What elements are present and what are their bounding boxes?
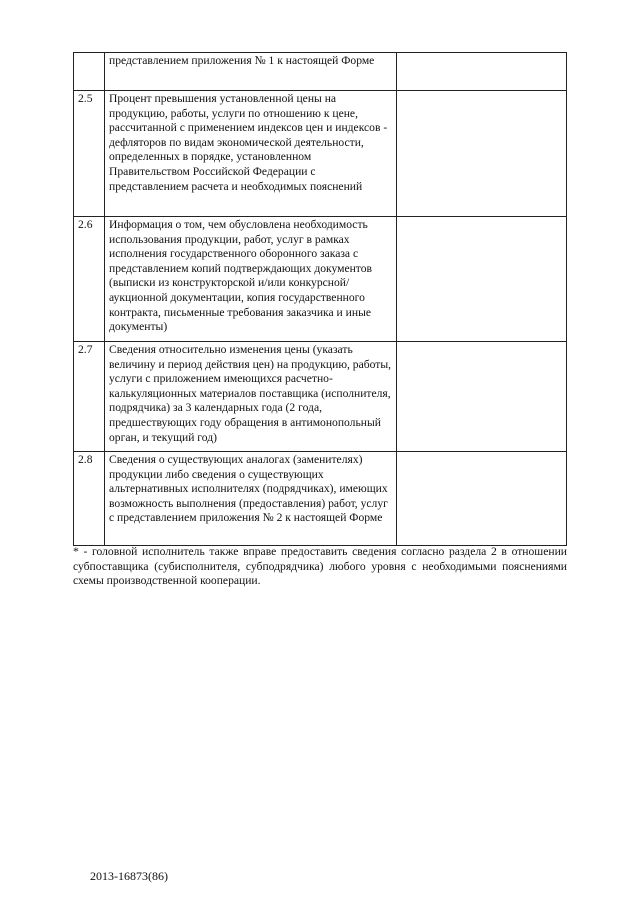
row-number: 2.8	[74, 452, 105, 546]
table-row	[74, 452, 567, 546]
table-row	[74, 217, 567, 342]
footnote: * - головной исполнитель также вправе предоставить сведения согласно раздела 2 в отношении субпоставщика (субисполнителя, субподрядчика) любого уровня с необходимыми пояснениями схемы производственной кооперации.	[73, 545, 567, 588]
row-number: 2.5	[74, 91, 105, 217]
form-table	[73, 52, 567, 546]
table-row	[74, 91, 567, 217]
row-description: представлением приложения № 1 к настоящей Форме	[105, 53, 397, 91]
row-value-cell	[397, 452, 567, 546]
row-description: Процент превышения установленной цены на продукцию, работы, услуги по отношению к цене, рассчитанной с применением индексов цен и индексов - дефляторов по видам экономической деятельности, определенных в порядке, установленном Правительством Российской Федерации с представлением расчета и необходимых пояснений	[105, 91, 397, 217]
row-description: Сведения относительно изменения цены (указать величину и период действия цен) на продукцию, работы, услуги с приложением имеющихся расчетно-калькуляционных материалов поставщика (исполнителя, подрядчика) за 3 календарных года (2 года, предшествующих году обращения в антимонопольный орган, и текущий год)	[105, 342, 397, 452]
table-row	[74, 342, 567, 452]
row-description: Сведения о существующих аналогах (заменителях) продукции либо сведения о существующих альтернативных исполнителях (подрядчиках), имеющих возможность выполнения (предоставления) работ, услуг с представлением приложения № 2 к настоящей Форме	[105, 452, 397, 546]
row-number	[74, 53, 105, 91]
row-description: Информация о том, чем обусловлена необходимость использования продукции, работ, услуг в рамках исполнения государственного оборонного заказа с представлением копий подтверждающих документов (выписки из конструкторской и/или конкурсной/аукционной документации, копия государственного контракта, письменные требования заказчика и иные документы)	[105, 217, 397, 342]
row-value-cell	[397, 91, 567, 217]
row-number: 2.6	[74, 217, 105, 342]
row-value-cell	[397, 342, 567, 452]
row-value-cell	[397, 53, 567, 91]
document-id: 2013-16873(86)	[90, 869, 168, 883]
row-number: 2.7	[74, 342, 105, 452]
row-value-cell	[397, 217, 567, 342]
table-row	[74, 53, 567, 91]
